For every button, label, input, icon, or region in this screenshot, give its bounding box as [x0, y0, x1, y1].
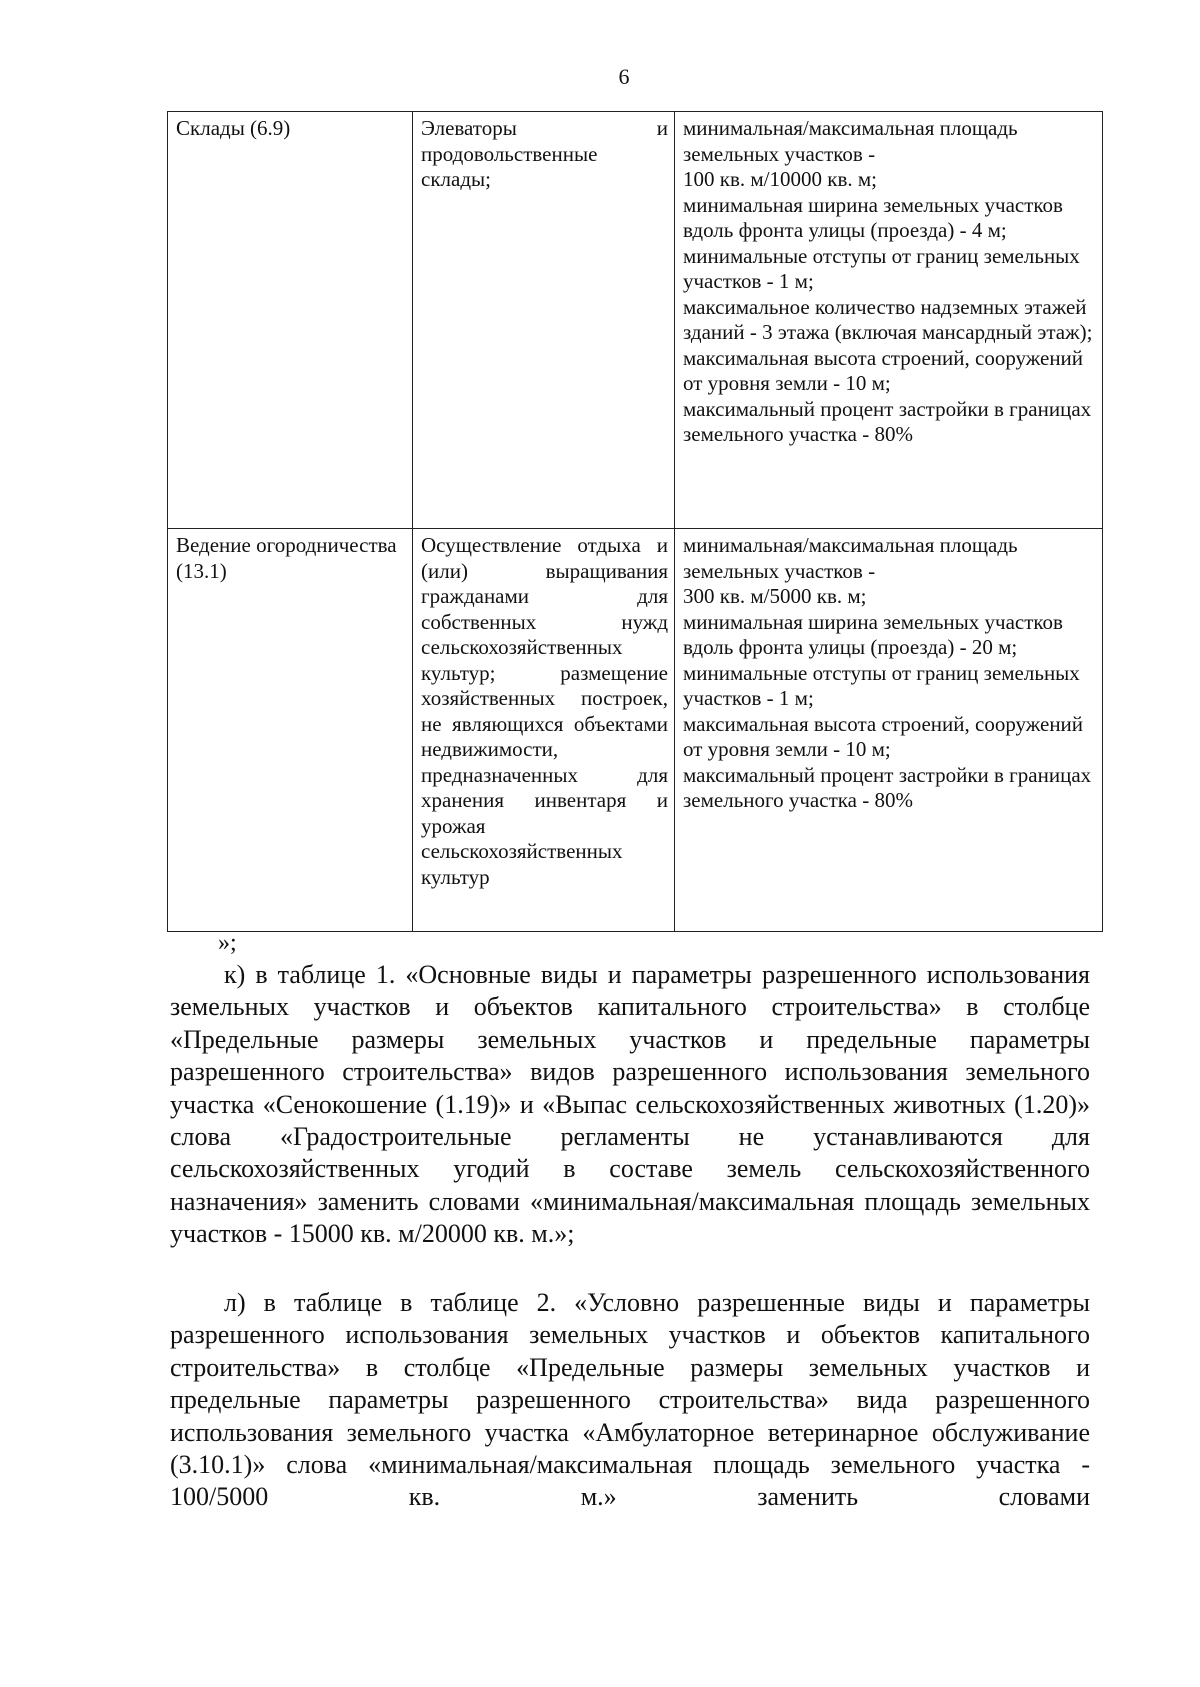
permitted-use-description-cell: Элеваторы и продовольственные склады;	[413, 112, 675, 529]
permitted-use-type-cell: Ведение огородничества (13.1)	[168, 529, 413, 932]
table-row	[168, 112, 1103, 529]
table-row	[168, 529, 1103, 932]
permitted-use-parameters-cell: минимальная/максимальная площадь земельных участков - 100 кв. м/10000 кв. м; минимальная ширина земельных участков вдоль фронта улицы (проезда) - 4 м; минимальные отступы от границ земельных участков - 1 м; максимальное количество надземных этажей зданий - 3 этажа (включая мансардный этаж); максимальная высота строений, сооружений от уровня земли - 10 м; максимальный процент застройки в границах земельного участка - 80%	[675, 112, 1103, 529]
page-number: 6	[618, 64, 630, 89]
closing-quote: »;	[218, 930, 237, 956]
paragraph-k: к) в таблице 1. «Основные виды и параметры разрешенного использования земельных участков и объектов капитального строительства» в столбце «Предельные размеры земельных участков и предельные параметры разрешенного строительства» видов разрешенного использования земельного участка «Сенокошение (1.19)» и «Выпас сельскохозяйственных животных (1.20)» слова «Градостроительные регламенты не устанавливаются для сельскохозяйственных угодий в составе земель сельскохозяйственного назначения» заменить словами «минимальная/максимальная площадь земельных участков - 15000 кв. м/20000 кв. м.»;	[170, 960, 1090, 1249]
paragraph-l: л) в таблице в таблице 2. «Условно разрешенные виды и параметры разрешенного использования земельных участков и объектов капитального строительства» в столбце «Предельные размеры земельных участков и предельные параметры разрешенного строительства» вида разрешенного использования земельного участка «Амбулаторное ветеринарное обслуживание (3.10.1)» слова «минимальная/максимальная площадь земельного участка - 100/5000 кв. м.» заменить словами	[170, 1288, 1090, 1512]
permitted-use-description-cell: Осуществление отдыха и (или) выращивания гражданами для собственных нужд сельскохозяйственных культур; размещение хозяйственных построек, не являющихся объектами недвижимости, предназначенных для хранения инвентаря и урожая сельскохозяйственных культур	[413, 529, 675, 932]
permitted-use-parameters-cell: минимальная/максимальная площадь земельных участков - 300 кв. м/5000 кв. м; минимальная ширина земельных участков вдоль фронта улицы (проезда) - 20 м; минимальные отступы от границ земельных участков - 1 м; максимальная высота строений, сооружений от уровня земли - 10 м; максимальный процент застройки в границах земельного участка - 80%	[675, 529, 1103, 932]
permitted-use-type-cell: Склады (6.9)	[168, 112, 413, 529]
zoning-table	[167, 111, 1103, 932]
